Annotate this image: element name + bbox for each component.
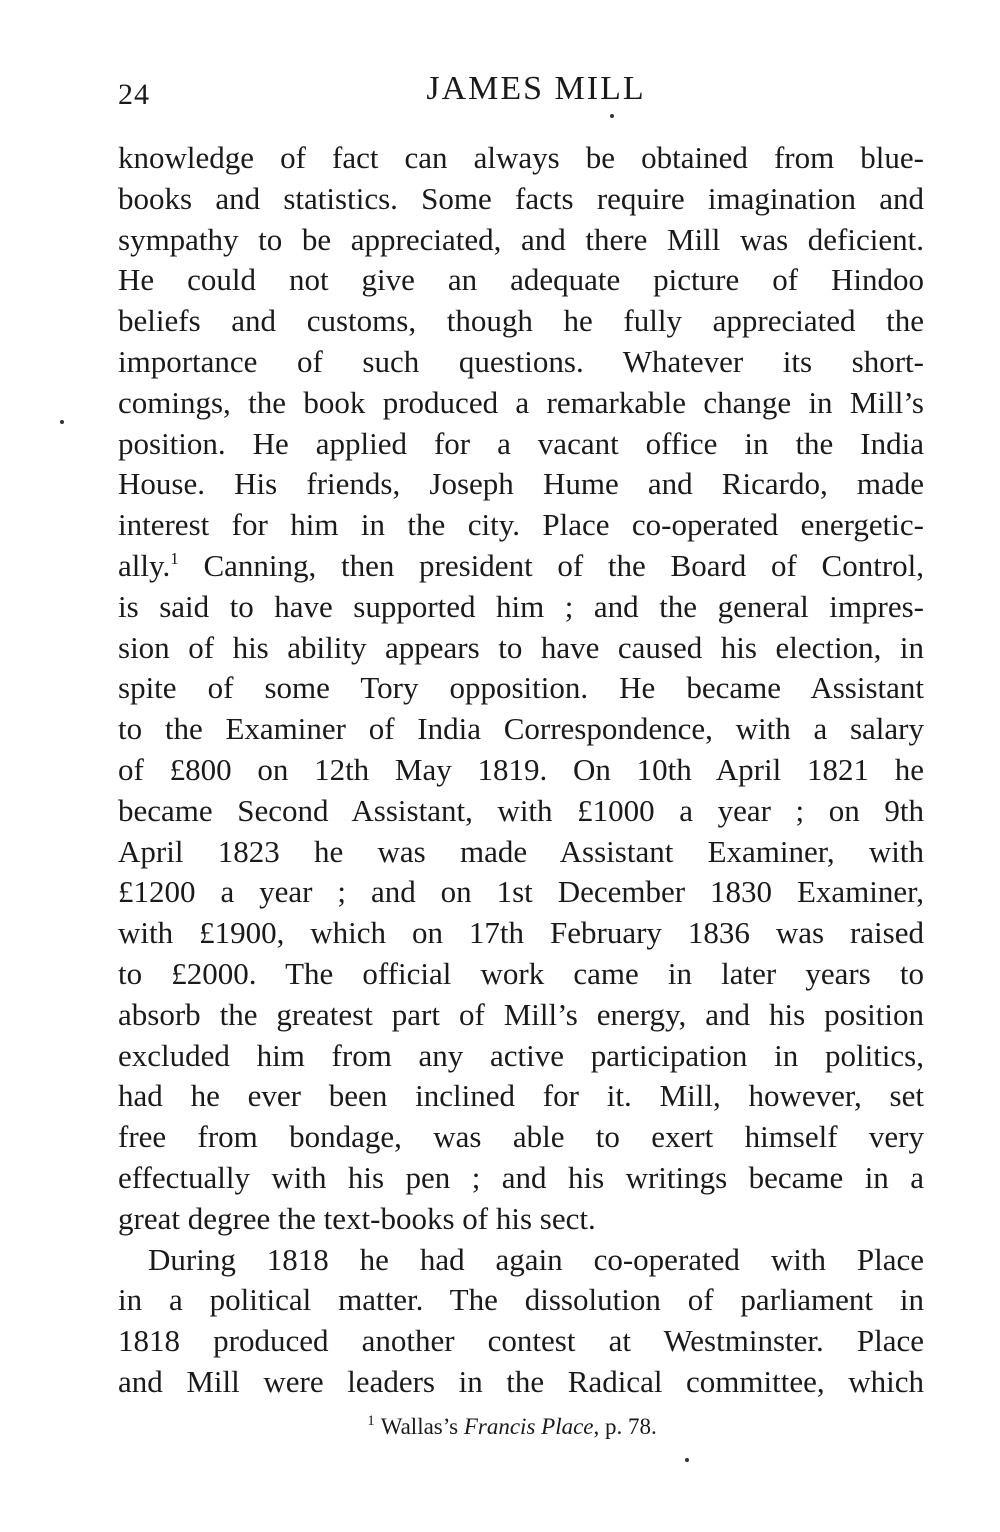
text-line: became Second Assistant, with £1000 a year ; on 9th [118,792,924,828]
ink-speck [60,420,64,424]
text-line: During 1818 he had again co-operated with Place [148,1241,924,1277]
text-line: free from bondage, was able to exert himself very [118,1119,924,1155]
text-line: great degree the text-books of his sect. [118,1200,596,1236]
body-text [118,138,924,1403]
running-head: JAMES MILL [426,70,646,107]
text-line-with-footnote-ref [118,546,924,587]
text-line: absorb the greatest part of Mill’s energy, and his position [118,996,924,1032]
footnote-title: Francis Place [463,1414,594,1439]
text-line: effectually with his pen ; and his writings became in a [118,1159,924,1195]
text-line: in a political matter. The dissolution of parliament in [118,1282,924,1318]
text-line: knowledge of fact can always be obtained from blue- [118,140,924,175]
text-line: and Mill were leaders in the Radical committee, which [118,1363,924,1399]
text-line: 1818 produced another contest at Westminster. Place [118,1323,924,1359]
text-line: He could not give an adequate picture of Hindoo [118,262,924,298]
text-line: spite of some Tory opposition. He became Assistant [118,670,924,706]
page-number: 24 [118,78,150,111]
footnote-reference[interactable]: 1 [170,548,179,568]
text-line: with £1900, which on 17th February 1836 was raised [118,915,924,951]
text-line: importance of such questions. Whatever its short- [118,343,924,379]
text-line: position. He applied for a vacant office in the India [118,425,924,461]
line-rest: Canning, then president of the Board of Control, [203,547,924,583]
text-line: of £800 on 12th May 1819. On 10th April 1821 he [118,751,924,787]
text-line: to £2000. The official work came in later years to [118,955,924,991]
page-header [118,70,926,120]
line-lead: ally. [118,547,171,583]
text-line: beliefs and customs, though he fully appreciated the [118,303,924,339]
text-line: to the Examiner of India Correspondence, with a salary [118,711,924,747]
footnote-page: , p. 78. [593,1414,657,1439]
ink-speck [685,1458,689,1462]
ink-speck [610,114,614,118]
text-line: books and statistics. Some facts require imagination and [118,180,924,216]
text-line: sion of his ability appears to have caused his election, in [118,629,924,665]
footnote-author: Wallas’s [380,1414,459,1439]
text-line: House. His friends, Joseph Hume and Ricardo, made [118,466,924,502]
text-line: interest for him in the city. Place co-operated energetic- [118,507,924,543]
text-line: sympathy to be appreciated, and there Mill was deficient. [118,221,924,257]
text-line: is said to have supported him ; and the general impres- [118,588,924,624]
text-line: had he ever been inclined for it. Mill, however, set [118,1078,924,1114]
text-line: comings, the book produced a remarkable change in Mill’s [118,384,924,420]
text-line: April 1823 he was made Assistant Examiner, with [118,833,924,869]
footnote-mark: 1 [367,1413,375,1429]
text-line: £1200 a year ; and on 1st December 1830 Examiner, [118,874,924,910]
text-line: excluded him from any active participation in politics, [118,1037,924,1073]
footnote [0,1413,1000,1440]
